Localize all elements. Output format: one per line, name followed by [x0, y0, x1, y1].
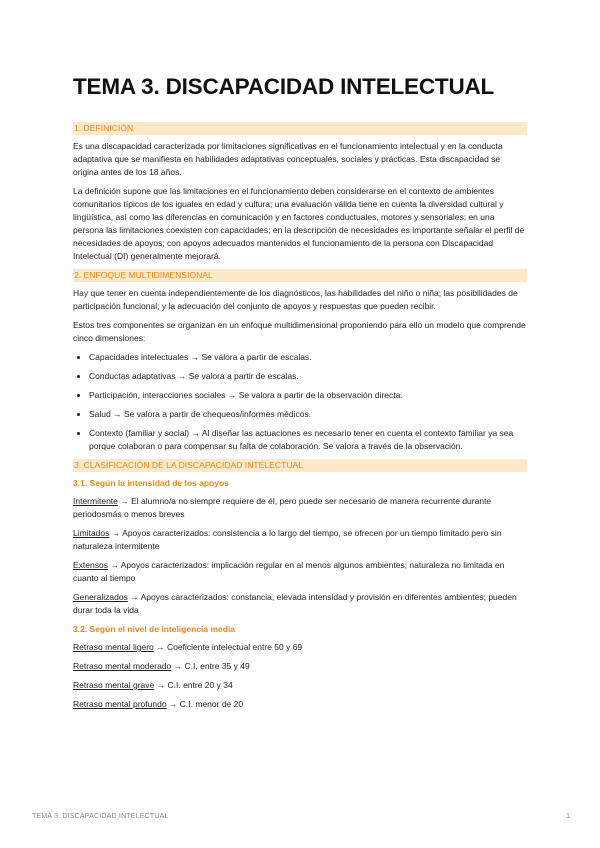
term: Retraso mental ligero	[73, 642, 154, 652]
term: Extensos	[73, 560, 108, 570]
support-entry	[73, 495, 527, 521]
level-entry	[73, 660, 527, 673]
term-description: → C.I. menor de 20	[166, 699, 244, 709]
term-description: → Apoyos caracterizados: constancia, elevada intensidad y provisión en diferentes ambientes; pueden durar toda la vida	[73, 592, 517, 615]
list-item: • Contexto (familiar y social) → Al diseñar las actuaciones es necesario tener en cuenta el contexto familiar ya sea porque colaboran o para compensar su falta de colaboración. Se valora a través de la observación.	[89, 427, 527, 453]
term: Retraso mental moderado	[73, 661, 172, 671]
section-heading-enfoque: 2. ENFOQUE MULTIDIMENSIONAL	[73, 269, 527, 282]
term: Generalizados	[73, 592, 128, 602]
level-entry	[73, 698, 527, 711]
term-description: → Apoyos caracterizados: implicación regular en al menos algunos ambientes; naturaleza no limitada en cuanto al tiempo	[73, 560, 505, 583]
term-description: → C.I. entre 20 y 34	[154, 680, 233, 690]
subheading-intensidad: 3.1. Según la intensidad de los apoyos	[73, 478, 229, 488]
dimensions-list	[73, 351, 527, 453]
term: Retraso mental grave	[73, 680, 155, 690]
list-item: • Capacidades intelectuales → Se valora a partir de escalas.	[89, 351, 527, 364]
level-entry	[73, 641, 527, 654]
term-description: → C.I, entre 35 y 49	[171, 661, 250, 671]
document-body	[73, 74, 527, 717]
section-heading-definicion: 1. DEFINICIÓN	[73, 122, 527, 135]
term: Retraso mental profundo	[73, 699, 167, 709]
paragraph: Estos tres componentes se organizan en un enfoque multidimensional proponiendo para ello un modelo que comprende cinco dimensiones:	[73, 320, 526, 343]
paragraph: Hay que tener en cuenta independientemente de los diagnósticos, las habilidades del niño o niña; las posibilidades de participación funcional; y la adecuación del conjunto de apoyos y respuestas que pueden recibir.	[73, 288, 518, 311]
paragraph: Es una discapacidad caracterizada por limitaciones significativas en el funcionamiento intelectual y en la conducta adaptativa que se manifiesta en habilidades adaptativas conceptuales, sociales y prácticas. Esta discapacidad se origina antes de los 18 años.	[73, 141, 503, 177]
term-description: → Coeficiente intelectual entre 50 y 69	[153, 642, 303, 652]
footer-title: TEMA 3. DISCAPACIDAD INTELECTUAL	[32, 813, 169, 820]
paragraph: La definición supone que las limitaciones en el funcionamiento deben considerarse en el contexto de ambientes comunitarios típicos de los iguales en edad y cultura; una evaluación válida tiene en cuenta la diversidad cultural y lingüística, así como las diferencias en comunicación y en factores conductuales, motores y sensoriales; en una persona las limitaciones coexisten con capacidades; en la descripción de necesidades es importante señalar el perfil de necesidades de apoyos; con apoyos adecuados mantenidos el funcionamiento de la persona con Discapacidad Intelectual (DI) generalmente mejorará.	[73, 186, 525, 261]
support-entry	[73, 559, 527, 585]
page-title: TEMA 3. DISCAPACIDAD INTELECTUAL	[73, 74, 495, 99]
section-heading-clasificacion: 3. CLASIFICACIÓN DE LA DISCAPACIDAD INTELECTUAL	[73, 459, 527, 472]
list-item: • Salud → Se valora a partir de chequeos/informes médicos.	[89, 408, 527, 421]
level-entry	[73, 679, 527, 692]
page-number: 1	[566, 813, 570, 820]
list-item: • Conductas adaptativas → Se valora a partir de escalas.	[89, 370, 527, 383]
term-description: → El alumno/a no siempre requiere de él, pero puede ser necesario de manera recurrente durante periodosmás o menos breves	[73, 496, 492, 519]
term-description: → Apoyos caracterizados: consistencia a lo largo del tiempo, se ofrecen por un tiempo limitado pero sin naturaleza intermitente	[73, 528, 502, 551]
list-item: • Participación, interacciones sociales → Se valora a partir de la observación directa.	[89, 389, 527, 402]
subheading-inteligencia: 3.2. Según el nivel de inteligencia media	[73, 624, 236, 634]
term: Limitados	[73, 528, 110, 538]
support-entry	[73, 591, 527, 617]
support-entry	[73, 527, 527, 553]
term: Intermitente	[73, 496, 118, 506]
